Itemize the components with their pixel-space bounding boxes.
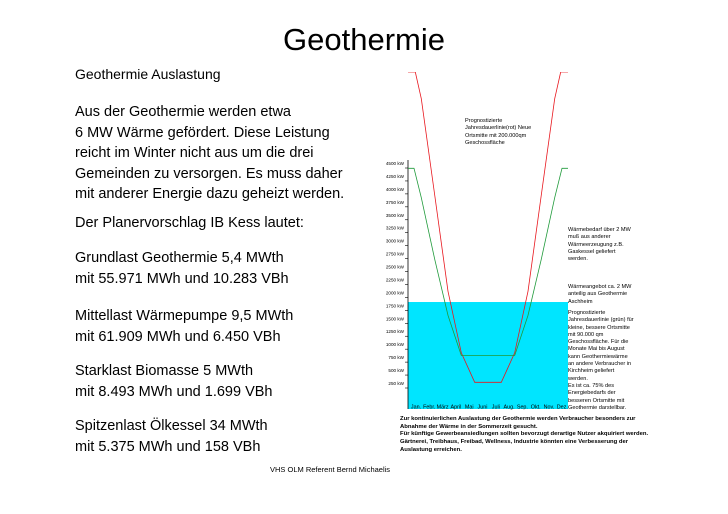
y-tick-label: 1750 kW <box>385 303 404 309</box>
x-tick-label: Okt. <box>530 404 541 411</box>
paragraph-5 <box>75 361 272 402</box>
x-tick-label: März <box>436 404 449 411</box>
x-tick-label: Mai <box>464 404 474 411</box>
bottom-note: Zur kontinuierlichen Auslastung der Geothermie werden Verbraucher besonders zur Abnahme der Wärme in der Sommerzeit gesucht. Für künftige Gewerbeansiedlungen sollten bevorzugt derartige Nutzer akquiriert werden. Gärtnerei, Treibhaus, Freibad, Wellness, Industrie könnten eine Verbesserung der Auslastung erreichen. <box>400 416 649 453</box>
x-tick-label: Juni <box>477 404 488 411</box>
note-top: Prognostizierte Jahresdauerlinie(rot) Neue Ortsmitte mit 200.000qm Geschossfläche <box>465 118 532 146</box>
x-tick-label: Sep. <box>516 404 528 411</box>
paragraph-3 <box>75 248 289 289</box>
y-tick-label: 250 kW <box>388 381 404 386</box>
y-tick-label: 750 kW <box>388 355 404 361</box>
paragraph-line: Grundlast Geothermie 5,4 MWth <box>75 250 284 266</box>
y-tick-label: 2500 kW <box>385 264 404 270</box>
paragraph-line: Mittellast Wärmepumpe 9,5 MWth <box>75 308 294 324</box>
paragraph-6 <box>75 416 268 457</box>
page-title: Geothermie <box>283 22 445 57</box>
note-right-3: Prognostizierte Jahresdauerlinie (grün) für kleine, bessere Ortsmitte mit 90.000 qm Geschossfläche. Für die Monate Mai bis August kann Geothermiewärme an andere Verbraucher in Kirchheim geliefert werden. Es ist ca. 75% des Energiebedarfs der besseren Ortsmitte mit Geothermie darstellbar. <box>568 310 634 411</box>
paragraph-line: Spitzenlast Ölkessel 34 MWth <box>75 418 268 434</box>
paragraph-line: 6 MW Wärme gefördert. Diese Leistung <box>75 124 330 141</box>
paragraph-line: mit 5.375 MWh und 158 VBh <box>75 438 261 455</box>
paragraph-line: Aus der Geothermie werden etwa <box>75 104 291 120</box>
x-tick-label: Dez. <box>556 404 568 411</box>
subtitle: Geothermie Auslastung <box>75 66 221 82</box>
paragraph-line: mit 61.909 MWh und 6.450 VBh <box>75 328 281 345</box>
y-tick-label: 2750 kW <box>385 251 404 257</box>
y-tick-label: 3000 kW <box>385 238 404 244</box>
paragraph-line: mit 8.493 MWh und 1.699 VBh <box>75 383 273 400</box>
y-tick-label: 1000 kW <box>385 342 404 348</box>
paragraph-2 <box>75 213 304 234</box>
paragraph-line: mit anderer Energie dazu geheizt werden. <box>75 186 345 202</box>
y-tick-label: 500 kW <box>388 368 404 374</box>
paragraph-1 <box>75 102 344 205</box>
x-tick-label: Nov. <box>543 404 555 411</box>
paragraph-line: Starklast Biomasse 5 MWth <box>75 363 254 379</box>
x-tick-label: Aug. <box>503 404 515 411</box>
paragraph-line: mit 55.971 MWh und 10.283 VBh <box>75 270 289 287</box>
y-tick-label: 3250 kW <box>385 225 404 231</box>
y-tick-label: 4500 kW <box>385 161 404 166</box>
x-tick-label: April <box>450 404 462 411</box>
y-tick-label: 3500 kW <box>385 212 404 218</box>
y-tick-label: 1500 kW <box>385 316 404 322</box>
x-tick-label: Febr. <box>423 404 436 411</box>
y-tick-label: 1250 kW <box>385 329 404 335</box>
y-tick-label: 4000 kW <box>385 186 404 192</box>
paragraph-line: Der Planervorschlag IB Kess lautet: <box>75 215 304 231</box>
x-tick-label: Juli <box>491 404 500 411</box>
paragraph-line: Gemeinden zu versorgen. Es muss daher <box>75 165 343 182</box>
footer: VHS OLM Referent Bernd Michaelis <box>270 465 391 474</box>
paragraph-line: reicht im Winter nicht aus um die drei <box>75 145 314 161</box>
y-tick-label: 4250 kW <box>385 173 404 179</box>
y-tick-label: 2250 kW <box>385 277 404 283</box>
note-right-1: Wärmebedarf über 2 MW muß aus anderer Wärmeerzeugung z.B. Gaskessel geliefert werden. <box>568 227 631 263</box>
note-right-2: Wärmeangebot ca. 2 MW anteilig aus Geothermie Aschheim <box>568 284 632 305</box>
y-tick-label: 3750 kW <box>385 199 404 205</box>
y-tick-label: 2000 kW <box>385 290 404 296</box>
paragraph-4 <box>75 306 293 347</box>
x-tick-label: Jan. <box>410 404 422 411</box>
